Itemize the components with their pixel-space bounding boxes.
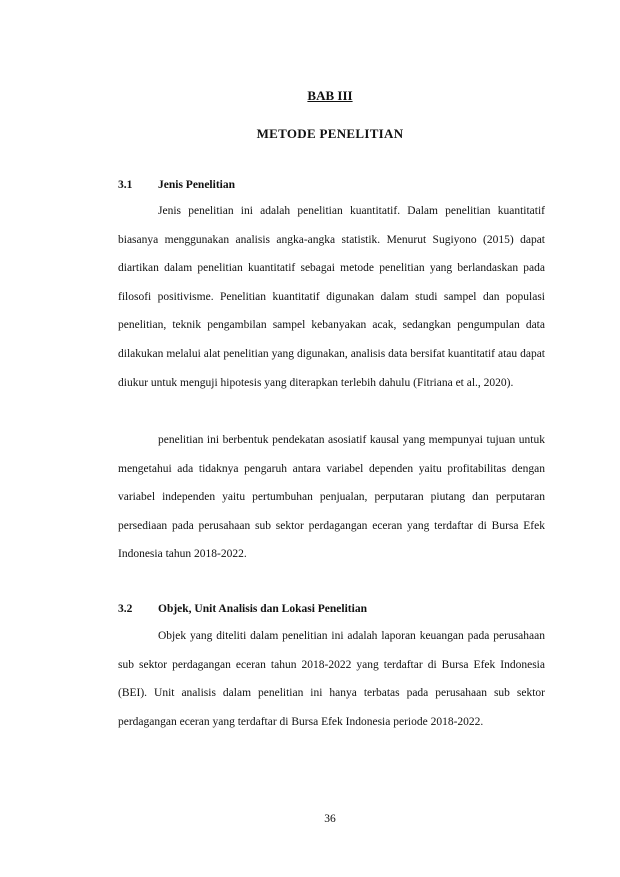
page-number: 36 xyxy=(324,813,336,825)
section-title: Objek, Unit Analisis dan Lokasi Penelitian xyxy=(158,603,367,615)
chapter-number-text: BAB III xyxy=(307,88,353,103)
paragraph: penelitian ini berbentuk pendekatan asosiatif kausal yang mempunyai tujuan untuk mengetahui ada tidaknya pengaruh antara variabel dependen yaitu profitabilitas dengan variabel independen yaitu pertumbuhan penjualan, perputaran piutang dan perputaran persediaan pada perusahaan sub sektor perdagangan eceran yang terdaftar di Bursa Efek Indonesia tahun 2018-2022. xyxy=(118,434,545,561)
section-number: 3.1 xyxy=(118,179,133,191)
section-heading-3-2 xyxy=(118,603,367,615)
chapter-title: METODE PENELITIAN xyxy=(256,126,404,141)
section-number: 3.2 xyxy=(118,603,133,615)
chapter-number xyxy=(0,88,620,104)
section-title: Jenis Penelitian xyxy=(158,179,235,191)
section-heading-3-1 xyxy=(118,179,235,191)
paragraph: Jenis penelitian ini adalah penelitian kuantitatif. Dalam penelitian kuantitatif biasanya menggunakan analisis angka-angka statistik. Menurut Sugiyono (2015) dapat diartikan dalam penelitian kuantitatif sebagai metode penelitian yang berlandaskan pada filosofi positivisme. Penelitian kuantitatif digunakan dalam studi sampel dan populasi penelitian, teknik pengambilan sampel kebanyakan acak, sedangkan pengumpulan data dilakukan melalui alat penelitian yang digunakan, analisis data bersifat kuantitatif atau dapat diukur untuk menguji hipotesis yang diterapkan terlebih dahulu (Fitriana et al., 2020). xyxy=(118,205,545,389)
paragraph: Objek yang diteliti dalam penelitian ini adalah laporan keuangan pada perusahaan sub sektor perdagangan eceran tahun 2018-2022 yang terdaftar di Bursa Efek Indonesia (BEI). Unit analisis dalam penelitian ini hanya terbatas pada perusahaan sub sektor perdagangan eceran yang terdaftar di Bursa Efek Indonesia periode 2018-2022. xyxy=(118,630,545,728)
